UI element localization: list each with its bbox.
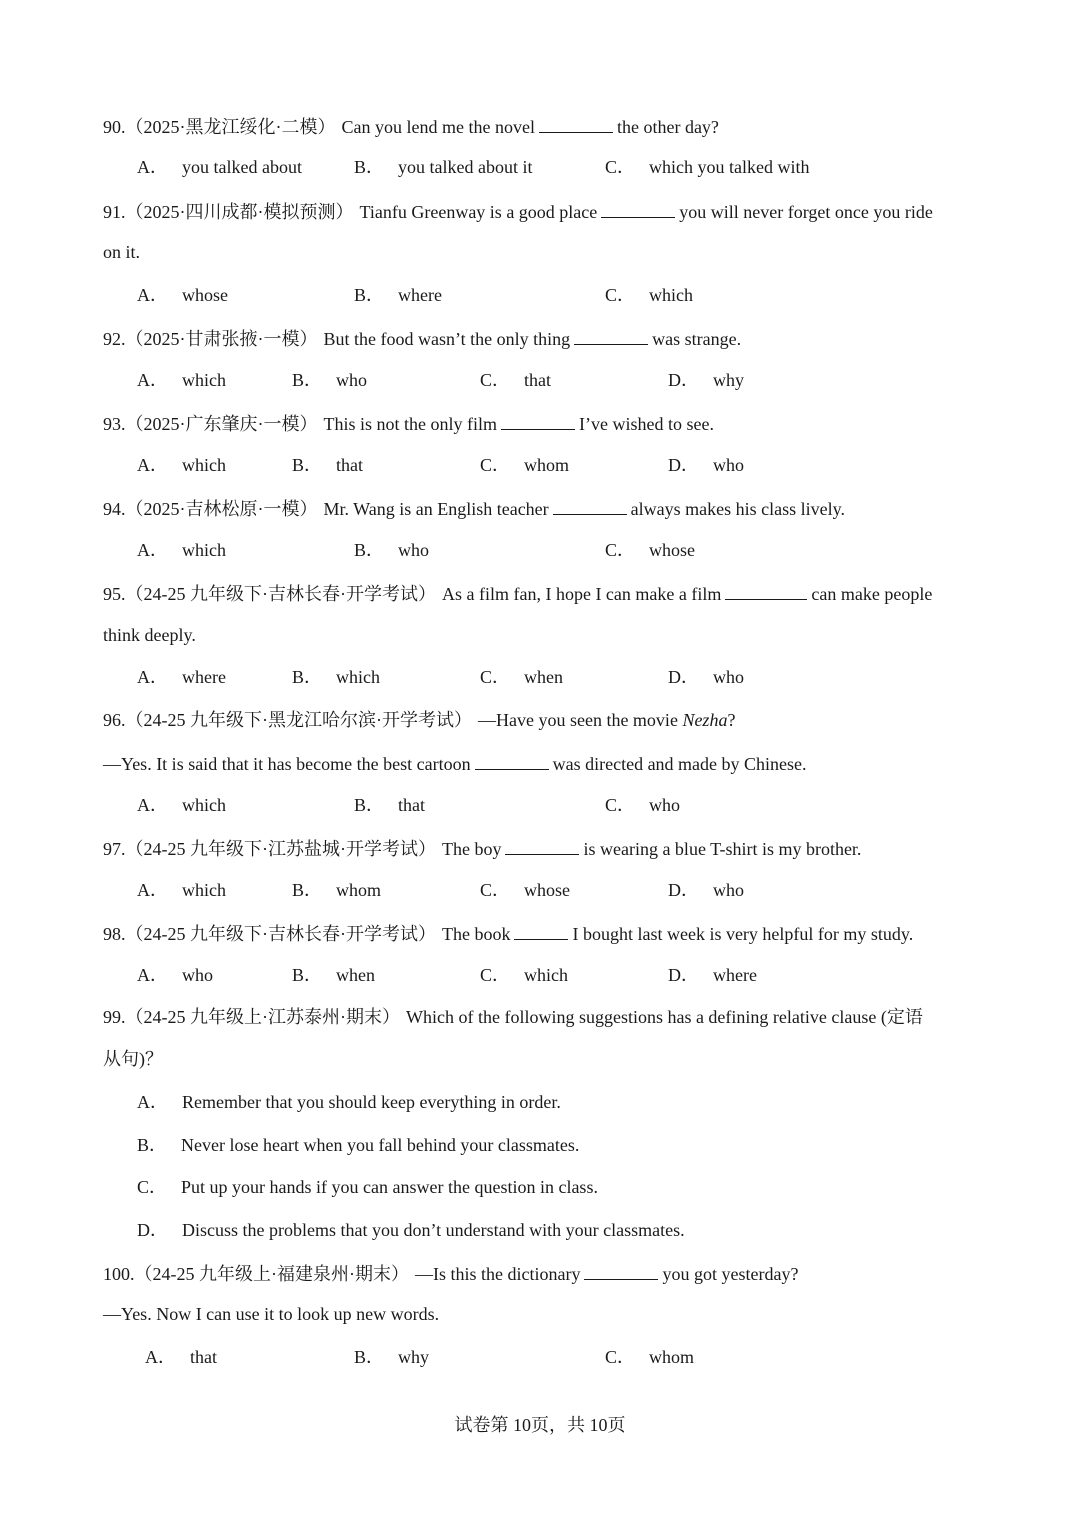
question-number: 96. <box>103 710 126 730</box>
option-b[interactable]: B． where <box>354 285 442 305</box>
option-a[interactable]: A． where <box>137 667 226 687</box>
question-text: This is not the only film <box>323 414 497 434</box>
question-source: （2025·黑龙江绥化·二模） <box>125 117 336 137</box>
question-source: （2025·吉林松原·一模） <box>125 499 318 519</box>
answer-blank[interactable] <box>725 583 807 600</box>
option-c[interactable]: C． which <box>480 965 569 985</box>
question-text: The boy <box>441 839 502 859</box>
question-text: was strange. <box>652 329 742 349</box>
answer-blank[interactable] <box>505 838 579 855</box>
option-c[interactable]: C． whom <box>605 1347 695 1367</box>
question-text: can make people <box>811 584 933 604</box>
answer-blank[interactable] <box>584 1263 658 1280</box>
option-a[interactable]: A． who <box>137 965 213 985</box>
option-b[interactable]: B． who <box>292 370 368 390</box>
option-c[interactable]: C． Put up your hands if you can answer the question in class. <box>137 1177 598 1197</box>
option-b[interactable]: B． that <box>354 795 426 815</box>
option-d[interactable]: D． why <box>668 370 744 390</box>
question-source: （24-25 九年级上·江苏泰州·期末） <box>125 1007 400 1027</box>
question-text: The book <box>441 924 511 944</box>
options-row <box>137 456 997 476</box>
question-91 <box>103 201 933 221</box>
answer-blank[interactable] <box>601 201 675 218</box>
question-text: you will never forget once you ride <box>679 202 933 222</box>
option-a[interactable]: A． Remember that you should keep everything in order. <box>137 1092 561 1112</box>
question-text: Mr. Wang is an English teacher <box>323 499 549 519</box>
question-number: 93. <box>103 414 126 434</box>
question-text: you got yesterday? <box>662 1264 799 1284</box>
question-number: 100. <box>103 1264 135 1284</box>
question-text: I bought last week is very helpful for my study. <box>572 924 914 944</box>
options-row <box>137 158 997 178</box>
option-a[interactable]: A． which <box>137 795 226 815</box>
option-b[interactable]: B． whom <box>292 880 382 900</box>
option-b[interactable]: B． which <box>292 667 381 687</box>
question-number: 98. <box>103 924 126 944</box>
question-number: 97. <box>103 839 126 859</box>
option-d[interactable]: D． who <box>668 455 744 475</box>
options-row <box>145 1348 1005 1368</box>
question-source: （24-25 九年级上·福建泉州·期末） <box>134 1264 409 1284</box>
question-number: 91. <box>103 202 126 222</box>
question-source: （24-25 九年级下·吉林长春·开学考试） <box>125 924 436 944</box>
question-97 <box>103 838 861 858</box>
options-row <box>137 541 997 561</box>
option-a[interactable]: A． you talked about <box>137 157 302 177</box>
question-continuation: on it. <box>103 242 141 262</box>
option-b[interactable]: B． when <box>292 965 376 985</box>
question-text: is wearing a blue T-shirt is my brother. <box>583 839 862 859</box>
option-d[interactable]: D． where <box>668 965 757 985</box>
option-a[interactable]: A． whose <box>137 285 228 305</box>
question-continuation: 从句)？ <box>103 1049 163 1069</box>
question-source: （2025·四川成都·模拟预测） <box>125 202 354 222</box>
answer-blank[interactable] <box>501 413 575 430</box>
option-c[interactable]: C． when <box>480 667 564 687</box>
option-b[interactable]: B． you talked about it <box>354 157 533 177</box>
question-94 <box>103 498 845 518</box>
question-text: Which of the following suggestions has a defining relative clause (定语 <box>405 1007 923 1027</box>
options-row <box>137 966 997 986</box>
question-source: （24-25 九年级下·吉林长春·开学考试） <box>125 584 436 604</box>
question-source: （2025·广东肇庆·一模） <box>125 414 318 434</box>
options-row <box>137 371 997 391</box>
question-text: I’ve wished to see. <box>579 414 714 434</box>
question-92 <box>103 328 741 348</box>
question-text: —Is this the dictionary <box>414 1264 581 1284</box>
answer-blank[interactable] <box>475 753 549 770</box>
option-a[interactable]: A． which <box>137 540 226 560</box>
answer-blank[interactable] <box>574 328 648 345</box>
question-98 <box>103 923 913 943</box>
question-source: （2025·甘肃张掖·一模） <box>125 329 318 349</box>
option-d[interactable]: D． who <box>668 880 744 900</box>
option-c[interactable]: C． whom <box>480 455 570 475</box>
question-number: 95. <box>103 584 126 604</box>
options-row <box>137 286 997 306</box>
option-b[interactable]: B． why <box>354 1347 430 1367</box>
question-96 <box>103 711 735 729</box>
option-d[interactable]: D． Discuss the problems that you don’t understand with your classmates. <box>137 1220 685 1240</box>
option-a[interactable]: A． which <box>137 880 226 900</box>
answer-blank[interactable] <box>539 116 613 133</box>
option-b[interactable]: B． who <box>354 540 430 560</box>
question-text: As a film fan, I hope I can make a film <box>441 584 722 604</box>
question-text: Can you lend me the novel <box>341 117 535 137</box>
option-c[interactable]: C． which you talked with <box>605 157 810 177</box>
option-b[interactable]: B． that <box>292 455 364 475</box>
question-text: But the food wasn’t the only thing <box>323 329 571 349</box>
option-a[interactable]: A． which <box>137 455 226 475</box>
question-93 <box>103 413 714 433</box>
question-continuation: think deeply. <box>103 625 196 645</box>
option-d[interactable]: D． who <box>668 667 744 687</box>
question-line-2: —Yes. Now I can use it to look up new words. <box>103 1304 440 1324</box>
option-c[interactable]: C． whose <box>605 540 696 560</box>
options-row <box>137 881 997 901</box>
page-footer: 试卷第 10页，共 10页 <box>454 1415 626 1435</box>
question-text: Tianfu Greenway is a good place <box>359 202 598 222</box>
option-a[interactable]: A． that <box>145 1347 217 1367</box>
question-text: ? <box>727 710 736 730</box>
answer-blank[interactable] <box>514 923 568 940</box>
option-b[interactable]: B． Never lose heart when you fall behind your classmates. <box>137 1135 580 1155</box>
question-text: —Have you seen the movie <box>477 710 678 730</box>
question-text: always makes his class lively. <box>630 499 845 519</box>
question-100 <box>103 1263 798 1283</box>
option-c[interactable]: C． who <box>605 795 681 815</box>
question-source: （24-25 九年级下·江苏盐城·开学考试） <box>125 839 436 859</box>
question-90 <box>103 116 719 136</box>
question-number: 99. <box>103 1007 126 1027</box>
options-row <box>137 668 997 688</box>
option-c[interactable]: C． which <box>605 285 694 305</box>
option-a[interactable]: A． which <box>137 370 226 390</box>
question-95 <box>103 583 932 603</box>
question-number: 94. <box>103 499 126 519</box>
movie-title: Nezha <box>682 710 728 730</box>
question-text: the other day? <box>616 117 719 137</box>
option-c[interactable]: C． whose <box>480 880 571 900</box>
options-row <box>137 796 997 816</box>
option-c[interactable]: C． that <box>480 370 552 390</box>
question-number: 92. <box>103 329 126 349</box>
question-source: （24-25 九年级下·黑龙江哈尔滨·开学考试） <box>125 710 472 730</box>
answer-blank[interactable] <box>553 498 627 515</box>
question-line-2: —Yes. It is said that it has become the best cartoon was directed and made by Chinese. <box>103 754 807 774</box>
question-number: 90. <box>103 117 126 137</box>
question-99 <box>103 1008 923 1026</box>
